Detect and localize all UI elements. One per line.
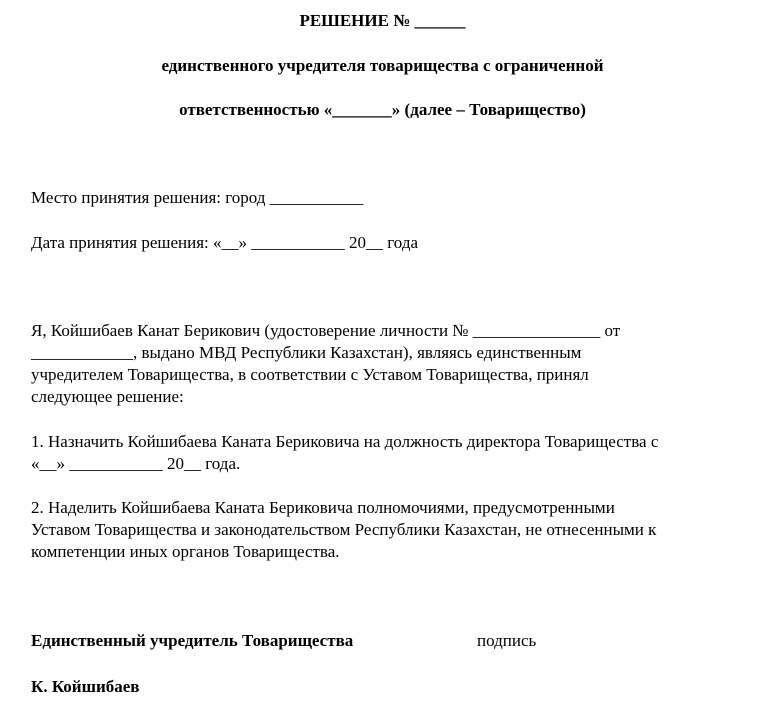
decision-place: Место принятия решения: город ___________ [31,188,364,207]
signatory-name: К. Койшибаев [31,677,140,696]
preamble-line: следующее решение: [31,387,184,406]
document-subtitle-line-1: единственного учредителя товарищества с ограниченной [161,56,604,75]
document-subtitle-line-2: ответственностью «_______» (далее – Товарищество) [179,100,586,119]
decision-date: Дата принятия решения: «__» ___________ 20__ года [31,233,419,252]
document-title: РЕШЕНИЕ № ______ [299,11,466,30]
preamble-line: учредителем Товарищества, в соответствии с Уставом Товарищества, принял [31,365,589,384]
preamble-line: Я, Койшибаев Канат Берикович (удостоверение личности № _______________ от [31,321,621,340]
preamble-line: ____________, выдано МВД Республики Казахстан), являясь единственным [31,343,582,362]
decision-line: 1. Назначить Койшибаева Каната Бериковича на должность директора Товарищества с [31,432,659,451]
decision-line: Уставом Товарищества и законодательством Республики Казахстан, не отнесенными к [31,520,657,539]
decision-line: «__» ___________ 20__ года. [31,454,241,473]
signature-label: подпись [477,631,537,650]
decision-line: 2. Наделить Койшибаева Каната Бериковича полномочиями, предусмотренными [31,498,615,517]
decision-line: компетенции иных органов Товарищества. [31,542,340,561]
signatory-role: Единственный учредитель Товарищества [31,631,354,650]
